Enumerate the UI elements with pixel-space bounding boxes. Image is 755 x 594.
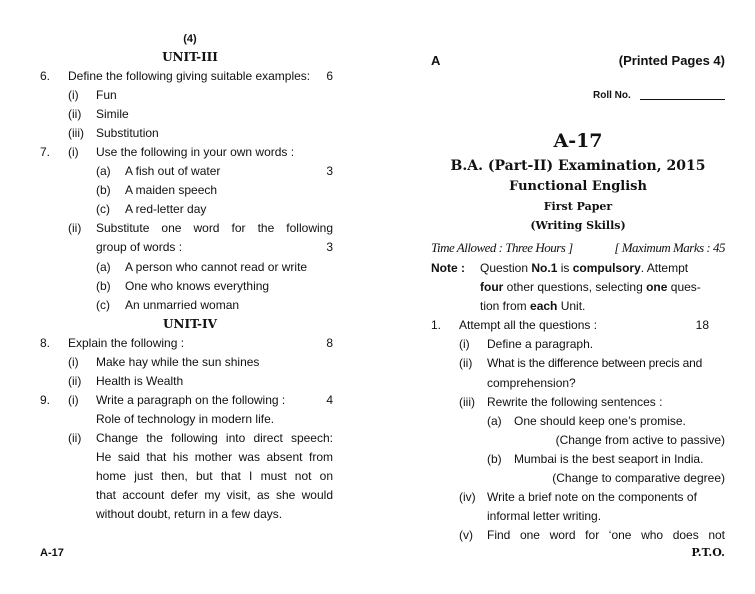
sub-instruction: (Change from active to passive) xyxy=(555,433,725,447)
sub-label: (b) xyxy=(487,452,502,466)
item-label: (ii) xyxy=(68,374,82,388)
item-label: (ii) xyxy=(68,107,82,121)
sub-label: (b) xyxy=(96,279,111,293)
item-text: comprehension? xyxy=(487,376,576,390)
item-text: Make hay while the sun shines xyxy=(96,355,260,369)
note-text: Question xyxy=(480,261,532,275)
sub-text: An unmarried woman xyxy=(125,298,240,312)
page-number: (4) xyxy=(183,33,197,45)
page-turn-note: P.T.O. xyxy=(691,546,725,559)
question-number: 6. xyxy=(40,69,51,83)
note-text: ques- xyxy=(667,280,701,294)
item-label: (i) xyxy=(68,145,79,159)
question-number: 1. xyxy=(431,318,442,332)
item-label: (i) xyxy=(68,88,79,102)
maximum-marks: [ Maximum Marks : 45 xyxy=(614,240,725,255)
item-label: (i) xyxy=(459,337,470,351)
sub-text: Mumbai is the best seaport in India. xyxy=(514,452,704,466)
time-allowed: Time Allowed : Three Hours ] xyxy=(431,240,573,255)
item-label: (ii) xyxy=(68,431,82,445)
item-row xyxy=(96,392,333,408)
question-row xyxy=(459,317,709,333)
item-label: (iii) xyxy=(459,395,475,409)
marks: 3 xyxy=(326,240,333,254)
note-emphasis: one xyxy=(646,280,668,294)
item-label: (i) xyxy=(68,393,79,407)
sub-label: (b) xyxy=(96,183,111,197)
item-label: (ii) xyxy=(68,221,82,235)
sub-row xyxy=(125,163,333,179)
roll-no-field xyxy=(640,99,725,100)
note-text: is xyxy=(557,261,573,275)
footer-code: A-17 xyxy=(40,547,64,559)
item-text: Rewrite the following sentences : xyxy=(487,395,663,409)
item-text: Health is Wealth xyxy=(96,374,184,388)
note-line xyxy=(480,298,585,314)
marks: 4 xyxy=(326,393,333,407)
paper-code: A-17 xyxy=(553,130,603,152)
question-text: Define the following giving suitable examples: xyxy=(68,69,311,83)
note-emphasis: compulsory xyxy=(572,261,641,275)
marks: 3 xyxy=(326,164,333,178)
question-number: 9. xyxy=(40,393,51,407)
item-text: that account defer my visit, as she would xyxy=(96,488,333,502)
question-text: Attempt all the questions : xyxy=(459,318,598,332)
sub-text: A maiden speech xyxy=(125,183,218,197)
item-text: Simile xyxy=(96,107,129,121)
item-text: Substitute one word for the following xyxy=(96,221,333,235)
item-text: home just then, but that I must not on xyxy=(96,469,333,483)
question-row xyxy=(68,68,333,84)
sub-text: One who knows everything xyxy=(125,279,270,293)
item-text: Change the following into direct speech: xyxy=(96,431,333,445)
note-emphasis: four xyxy=(480,280,504,294)
paper-subtitle: (Writing Skills) xyxy=(530,219,626,232)
sub-label: (a) xyxy=(487,414,502,428)
item-text: He said that his mother was absent from xyxy=(96,450,333,464)
printed-pages: (Printed Pages 4) xyxy=(618,53,725,68)
question-text: Explain the following : xyxy=(68,336,185,350)
sub-label: (a) xyxy=(96,260,111,274)
marks: 8 xyxy=(326,336,333,350)
question-number: 8. xyxy=(40,336,51,350)
unit-heading: UNIT-IV xyxy=(163,317,217,331)
sub-instruction: (Change to comparative degree) xyxy=(552,471,725,485)
item-text: Use the following in your own words : xyxy=(96,145,295,159)
roll-no-label: Roll No. xyxy=(593,90,631,101)
subject: Functional English xyxy=(509,179,647,194)
item-label: (i) xyxy=(68,355,79,369)
item-text: without doubt, return in a few days. xyxy=(96,507,283,521)
item-text: Fun xyxy=(96,88,117,102)
note-text: other questions, selecting xyxy=(503,280,647,294)
item-label: (v) xyxy=(459,528,473,542)
question-number: 7. xyxy=(40,145,51,159)
item-text: Find one word for ‘one who does not xyxy=(487,528,725,542)
unit-heading: UNIT-III xyxy=(162,50,218,64)
item-label: (ii) xyxy=(459,356,473,370)
note-text: . Attempt xyxy=(640,261,689,275)
series-label: A xyxy=(431,53,441,68)
item-text: Write a brief note on the components of xyxy=(487,490,697,504)
item-text: Define a paragraph. xyxy=(487,337,594,351)
note-text: tion from xyxy=(480,299,531,313)
note-text: Unit. xyxy=(557,299,586,313)
item-text: Write a paragraph on the following : xyxy=(96,393,286,407)
item-text: informal letter writing. xyxy=(487,509,602,523)
exam-title: B.A. (Part-II) Examination, 2015 xyxy=(450,158,706,174)
sub-label: (c) xyxy=(96,202,110,216)
item-label: (iv) xyxy=(459,490,476,504)
item-label: (iii) xyxy=(68,126,84,140)
item-text: group of words : xyxy=(96,240,183,254)
marks: 6 xyxy=(326,69,333,83)
question-row xyxy=(68,335,333,351)
paper-name: First Paper xyxy=(543,200,613,213)
note-line xyxy=(480,260,688,276)
item-text: Substitution xyxy=(96,126,159,140)
note-line xyxy=(480,279,701,295)
sub-text: A red-letter day xyxy=(125,202,207,216)
note-emphasis: each xyxy=(530,299,558,313)
time-marks-row xyxy=(431,240,725,256)
sub-text: One should keep one’s promise. xyxy=(514,414,686,428)
sub-text: A person who cannot read or write xyxy=(125,260,308,274)
marks: 18 xyxy=(695,318,709,332)
sub-label: (c) xyxy=(96,298,110,312)
sub-text: A fish out of water xyxy=(125,164,221,178)
item-row xyxy=(96,239,333,255)
item-text: Role of technology in modern life. xyxy=(96,412,275,426)
item-text: What is the difference between precis and xyxy=(487,356,703,370)
note-emphasis: No.1 xyxy=(531,261,558,275)
note-label: Note : xyxy=(431,261,465,275)
sub-label: (a) xyxy=(96,164,111,178)
